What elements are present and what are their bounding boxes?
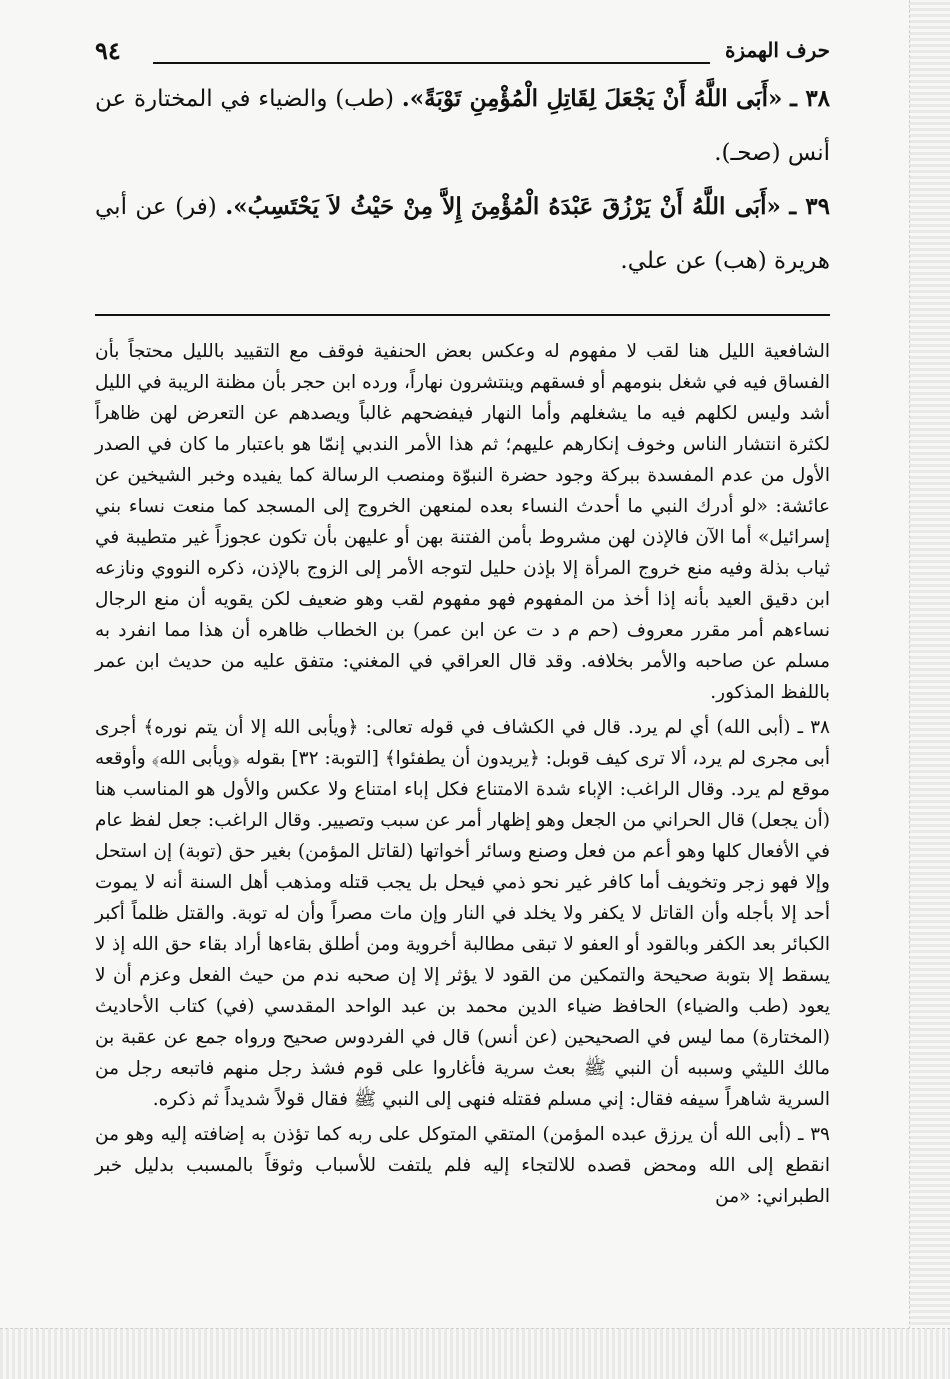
hadith-text: «أَبَى اللَّهُ أَنْ يَرْزُقَ عَبْدَهُ الْمُؤْمِنَ إِلاَّ مِنْ حَيْثُ لاَ يَحْتَسِبُ». — [225, 193, 781, 220]
page-edge-texture-bottom — [0, 1328, 950, 1379]
footnote-divider — [95, 314, 830, 316]
page-edge-texture-right — [909, 0, 950, 1379]
commentary-39: ٣٩ ـ (أبى الله أن يرزق عبده المؤمن) المتقي المتوكل على ربه كما تؤذن به إضافته إليه وهو من انقطع إلى الله ومحض قصده للالتجاء إليه فلم يلتفت للأسباب وثوقاً بالمسبب بدليل خبر الطبراني: «من — [95, 1124, 830, 1207]
page-header — [95, 36, 830, 72]
chapter-title: حرف الهمزة — [724, 38, 830, 62]
page-number: ٩٤ — [95, 36, 121, 65]
book-page — [95, 36, 830, 1326]
entry-number: ٣٨ ـ — [790, 85, 831, 112]
header-rule — [153, 62, 710, 64]
hadith-entry-38 — [95, 72, 830, 180]
hadith-source: (فر) عن أبي هريرة (هب) عن علي. — [95, 194, 830, 274]
hadith-text: «أَبَى اللَّهُ أَنْ يَجْعَلَ لِقَاتِلِ الْمُؤْمِنِ تَوْبَةً». — [401, 85, 783, 112]
hadith-entry-39 — [95, 180, 830, 288]
commentary-38: ٣٨ ـ (أبى الله) أي لم يرد. قال في الكشاف في قوله تعالى: ﴿ويأبى الله إلا أن يتم نوره﴾ أجرى أبى مجرى لم يرد، ألا ترى كيف قوبل: ﴿يريدون أن يطفئوا﴾ [التوبة: ٣٢] بقوله ﴿ويأبى الله﴾ وأوقعه موقع لم يرد. وقال الراغب: الإباء شدة الامتناع فكل إباء امتناع ولا عكس والأول هو المناسب هنا (أن يجعل) قال الحراني من الجعل وهو إظهار أمر عن سبب وتصيير. وقال الراغب: جعل لفظ عام في الأفعال كلها وهو أعم من فعل وصنع وسائر أخواتها (لقاتل المؤمن) بغير حق (توبة) إن استحل وإلا فهو زجر وتخويف أما كافر غير نحو ذمي فيحل بل يجب قتله ومذهب أهل السنة أنه لا يموت أحد إلا بأجله وأن القاتل لا يكفر ولا يخلد في النار وإن مات مصراً وأن له توبة. والقتل ظلماً أكبر الكبائر بعد الكفر وبالقود أو العفو لا تبقى مطالبة أخروية ومن أطلق بقاءها أراد بقاء حق الله إذ لا يسقط إلا بتوبة صحيحة والتمكين من القود لا يؤثر إلا إن صحبه ندم من حيث الفعل وعزم أن لا يعود (طب والضياء) الحافظ ضياء الدين محمد بن عبد الواحد المقدسي (في) كتاب الأحاديث (المختارة) مما ليس في الصحيحين (عن أنس) قال في الفردوس صحيح ورواه جمع عن عقبة بن مالك الليثي وسببه أن النبي ﷺ بعث سرية فأغاروا على قوم فشذ رجل منهم فاتبعه رجل من السرية شاهراً سيفه فقال: إني مسلم فقتله فنهى إلى النبي ﷺ فقال قولاً شديداً ثم ذكره. — [95, 717, 831, 1110]
hadith-source: (طب) والضياء في المختارة عن أنس (صحـ). — [95, 86, 830, 166]
commentary-continuation: الشافعية الليل هنا لقب لا مفهوم له وعكس بعض الحنفية فوقف مع التقييد بالليل محتجاً بأن الفساق فيه في شغل بنومهم أو فسقهم وينتشرون نهاراً، ورده ابن حجر بأن مظنة الريبة في الليل أشد وليس لكلهم فيه ما يشغلهم وأما النهار فيفضحهم غالباً ويصدهم عن التعرض لهن ظاهراً لكثرة انتشار الناس وخوف إنكارهم عليهم؛ ثم هذا الأمر الندبي إنمّا هو باعتبار ما كان في الصدر الأول من عدم المفسدة ببركة وجود حضرة النبوّة ومنصب الرسالة كما يفيده وخبر الشيخين عن عائشة: «لو أدرك النبي ما أحدث النساء بعده لمنعهن الخروج إلى المسجد كما منعت نساء بني إسرائيل» أما الآن فالإذن لهن مشروط بأمن الفتنة بهن أو عليهن بأن تكون عجوزاً غير متطيبة في ثياب بذلة وفيه منع خروج المرأة إلا بإذن حليل لتوجه الأمر إلى الزوج بالإذن، ذكره النووي ونازعه ابن دقيق العيد بأنه إذا أخذ من المفهوم فهو مفهوم لقب وهو ضعيف لكن يقويه أن منع الرجال نساءهم أمر مقرر معروف (حم م د ت عن ابن عمر) بن الخطاب ظاهره أن هذا مما انفرد به مسلم عن صاحبه والأمر بخلافه. وقد قال العراقي في المغني: متفق عليه من حديث ابن عمر باللفظ المذكور. — [95, 341, 830, 703]
entry-number: ٣٩ ـ — [789, 193, 831, 220]
